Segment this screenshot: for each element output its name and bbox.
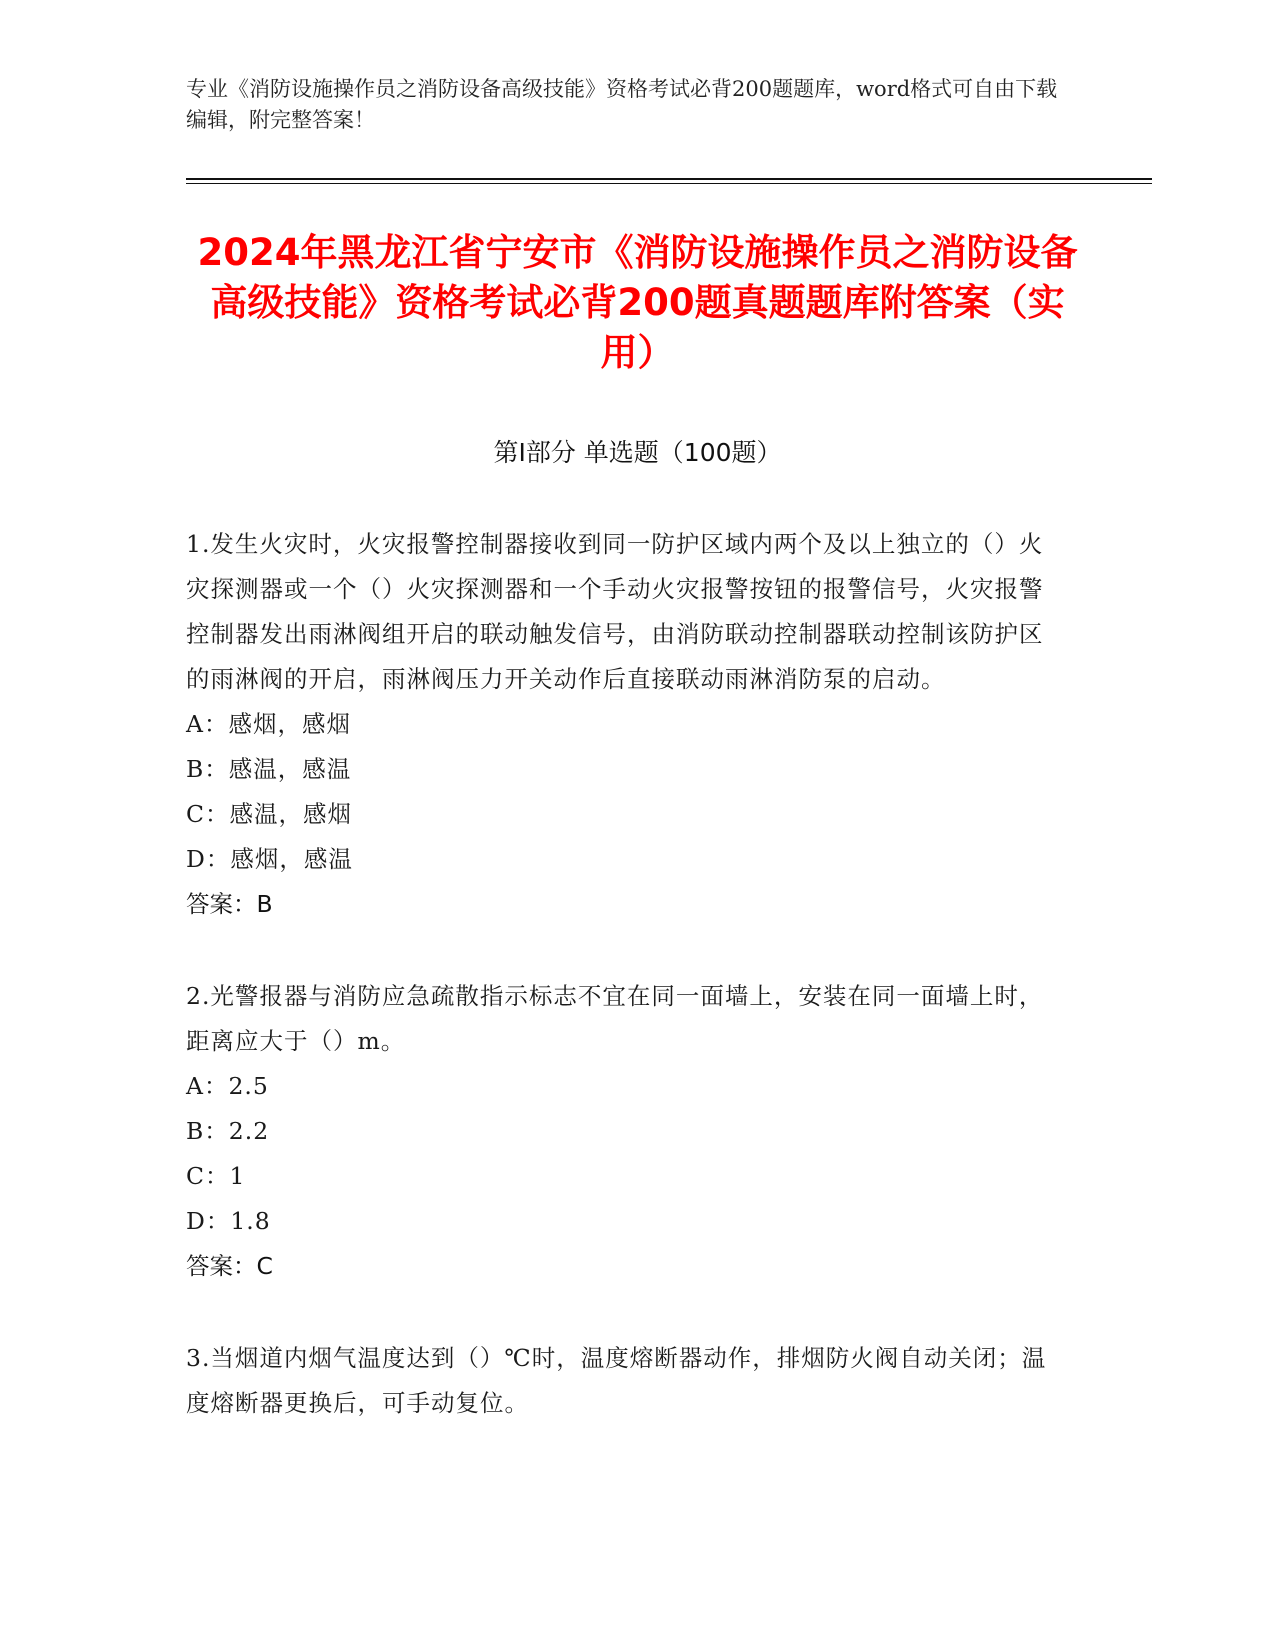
- question-3: [186, 1336, 1066, 1426]
- question-2: [186, 974, 1066, 1289]
- question-text: 3.当烟道内烟气温度达到（）℃时，温度熔断器动作，排烟防火阀自动关闭；温度熔断器更换后，可手动复位。: [186, 1344, 1047, 1417]
- option-a: A：感烟，感烟: [186, 710, 351, 738]
- header-divider-thick: [186, 178, 1152, 180]
- question-text: 2.光警报器与消防应急疏散指示标志不宜在同一面墙上，安装在同一面墙上时，距离应大于（）m。: [186, 982, 1044, 1055]
- option-b: B：感温，感温: [186, 755, 352, 783]
- option-c: C：感温，感烟: [186, 800, 352, 828]
- option-b: B：2.2: [186, 1117, 270, 1145]
- option-d: D：感烟，感温: [186, 845, 353, 873]
- option-a: A：2.5: [186, 1072, 269, 1100]
- header-note: 专业《消防设施操作员之消防设备高级技能》资格考试必背200题题库，word格式可自由下载编辑，附完整答案！: [186, 77, 1058, 132]
- answer-text: 答案：C: [186, 1252, 273, 1280]
- option-d: D：1.8: [186, 1207, 271, 1235]
- question-list: [186, 522, 1066, 1473]
- answer-text: 答案：B: [186, 890, 273, 918]
- question-1: [186, 522, 1066, 927]
- question-text: 1.发生火灾时，火灾报警控制器接收到同一防护区域内两个及以上独立的（）火灾探测器或一个（）火灾探测器和一个手动火灾报警按钮的报警信号，火灾报警控制器发出雨淋阀组开启的联动触发信号，由消防联动控制器联动控制该防护区的雨淋阀的开启，雨淋阀压力开关动作后直接联动雨淋消防泵的启动。: [186, 530, 1044, 693]
- section-heading: 第I部分 单选题（100题）: [493, 438, 782, 467]
- document-title: 2024年黑龙江省宁安市《消防设施操作员之消防设备高级技能》资格考试必背200题真题题库附答案（实用）: [197, 231, 1078, 374]
- option-c: C：1: [186, 1162, 246, 1190]
- header-divider-thin: [186, 183, 1152, 184]
